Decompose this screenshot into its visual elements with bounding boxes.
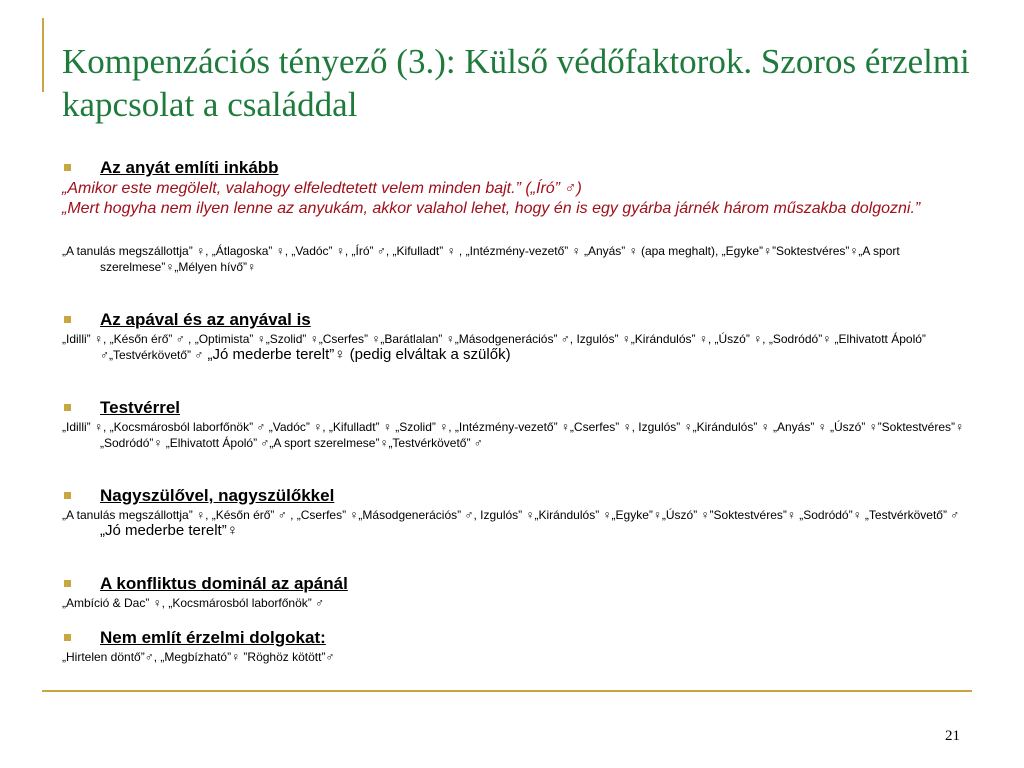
quote-2: „Mert hogyha nem ilyen lenne az anyukám, akkor valahol lehet, hogy én is egy gyárba járnék három műszakba dolgozni.” bbox=[62, 200, 921, 217]
list-text: „A tanulás megszállottja” ♀, „Későn érő” ♂ , „Cserfes” ♀„Másodgenerációs” ♂, Izgulós” ♀„Kirándulós” ♀„Egyke”♀„Úszó” ♀”Soktestvéres”♀ „Sodródó”♀ „Testvérkövető” ♂ bbox=[62, 508, 960, 522]
bullet-square-icon bbox=[64, 404, 71, 411]
bullet-square-icon bbox=[64, 316, 71, 323]
section-heading-father-conflict bbox=[62, 573, 982, 595]
section-heading-sibling bbox=[62, 397, 982, 419]
slide-title: Kompenzációs tényező (3.): Külső védőfaktorok. Szoros érzelmi kapcsolat a családdal bbox=[62, 42, 970, 124]
bullet-square-icon bbox=[64, 634, 71, 641]
section-heading-text: Nem említ érzelmi dolgokat: bbox=[100, 628, 326, 647]
section-heading-no-emotion bbox=[62, 627, 982, 649]
list-text: „Idilli” ♀, „Későn érő” ♂ , „Optimista” ♀„Szolid” ♀„Cserfes” ♀„Barátlalan” ♀„Másodgenerációs” ♂, Izgulós” ♀„Kirándulós” ♀, „Úszó” ♀, „Sodródó”♀ „Elhivatott Ápoló” ♂„Testvérkövető” ♂ bbox=[62, 332, 926, 362]
slide-content bbox=[62, 157, 982, 665]
section-heading-text: A konfliktus dominál az apánál bbox=[100, 574, 348, 593]
list-text-large: „Jó mederbe terelt”♀ bbox=[100, 522, 238, 539]
list-both-parents bbox=[62, 331, 982, 363]
list-text-large: „Jó mederbe terelt”♀ (pedig elváltak a szülők) bbox=[203, 346, 511, 363]
section-heading-text: Az anyát említi inkább bbox=[100, 158, 279, 177]
accent-vertical-line bbox=[42, 18, 44, 92]
quote-1: „Amikor este megölelt, valahogy elfeledtetett velem minden bajt.” („Író” ♂) bbox=[62, 180, 582, 197]
list-sibling: „Idilli” ♀, „Kocsmárosból laborfőnök” ♂ „Vadóc” ♀, „Kifulladt” ♀ „Szolid” ♀, „Intézmény-vezető” ♀„Cserfes” ♀, Izgulós” ♀„Kirándulós” ♀ „Anyás” ♀ „Úszó” ♀”Soktestvéres”♀ „Sodródó”♀ „Elhivatott Ápoló” ♂„A sport szerelmese”♀„Testvérkövető” ♂ bbox=[62, 420, 965, 450]
accent-horizontal-line bbox=[42, 690, 972, 692]
section-heading-both-parents bbox=[62, 309, 982, 331]
section-heading-text: Az apával és az anyával is bbox=[100, 310, 311, 329]
bullet-square-icon bbox=[64, 164, 71, 171]
section-heading-text: Nagyszülővel, nagyszülőkkel bbox=[100, 486, 335, 505]
list-father-conflict: „Ambíció & Dac” ♀, „Kocsmárosból laborfőnök” ♂ bbox=[62, 596, 325, 610]
bullet-square-icon bbox=[64, 580, 71, 587]
bullet-square-icon bbox=[64, 492, 71, 499]
list-no-emotion: „Hirtelen döntő”♂, „Megbízható”♀ ”Röghöz kötött”♂ bbox=[62, 650, 335, 664]
list-grandparents bbox=[62, 507, 982, 539]
section-heading-grandparents bbox=[62, 485, 982, 507]
section-heading-mother bbox=[62, 157, 982, 179]
page-number: 21 bbox=[945, 728, 960, 744]
section-heading-text: Testvérrel bbox=[100, 398, 181, 417]
list-mother: „A tanulás megszállottja” ♀, „Átlagoska” ♀, „Vadóc” ♀, „Író” ♂, „Kifulladt” ♀ , „Intézmény-vezető” ♀ „Anyás” ♀ (apa meghalt), „Egyke”♀”Soktestvéres”♀„A sport szerelmese”♀„Mélyen hívő”♀ bbox=[62, 244, 900, 274]
